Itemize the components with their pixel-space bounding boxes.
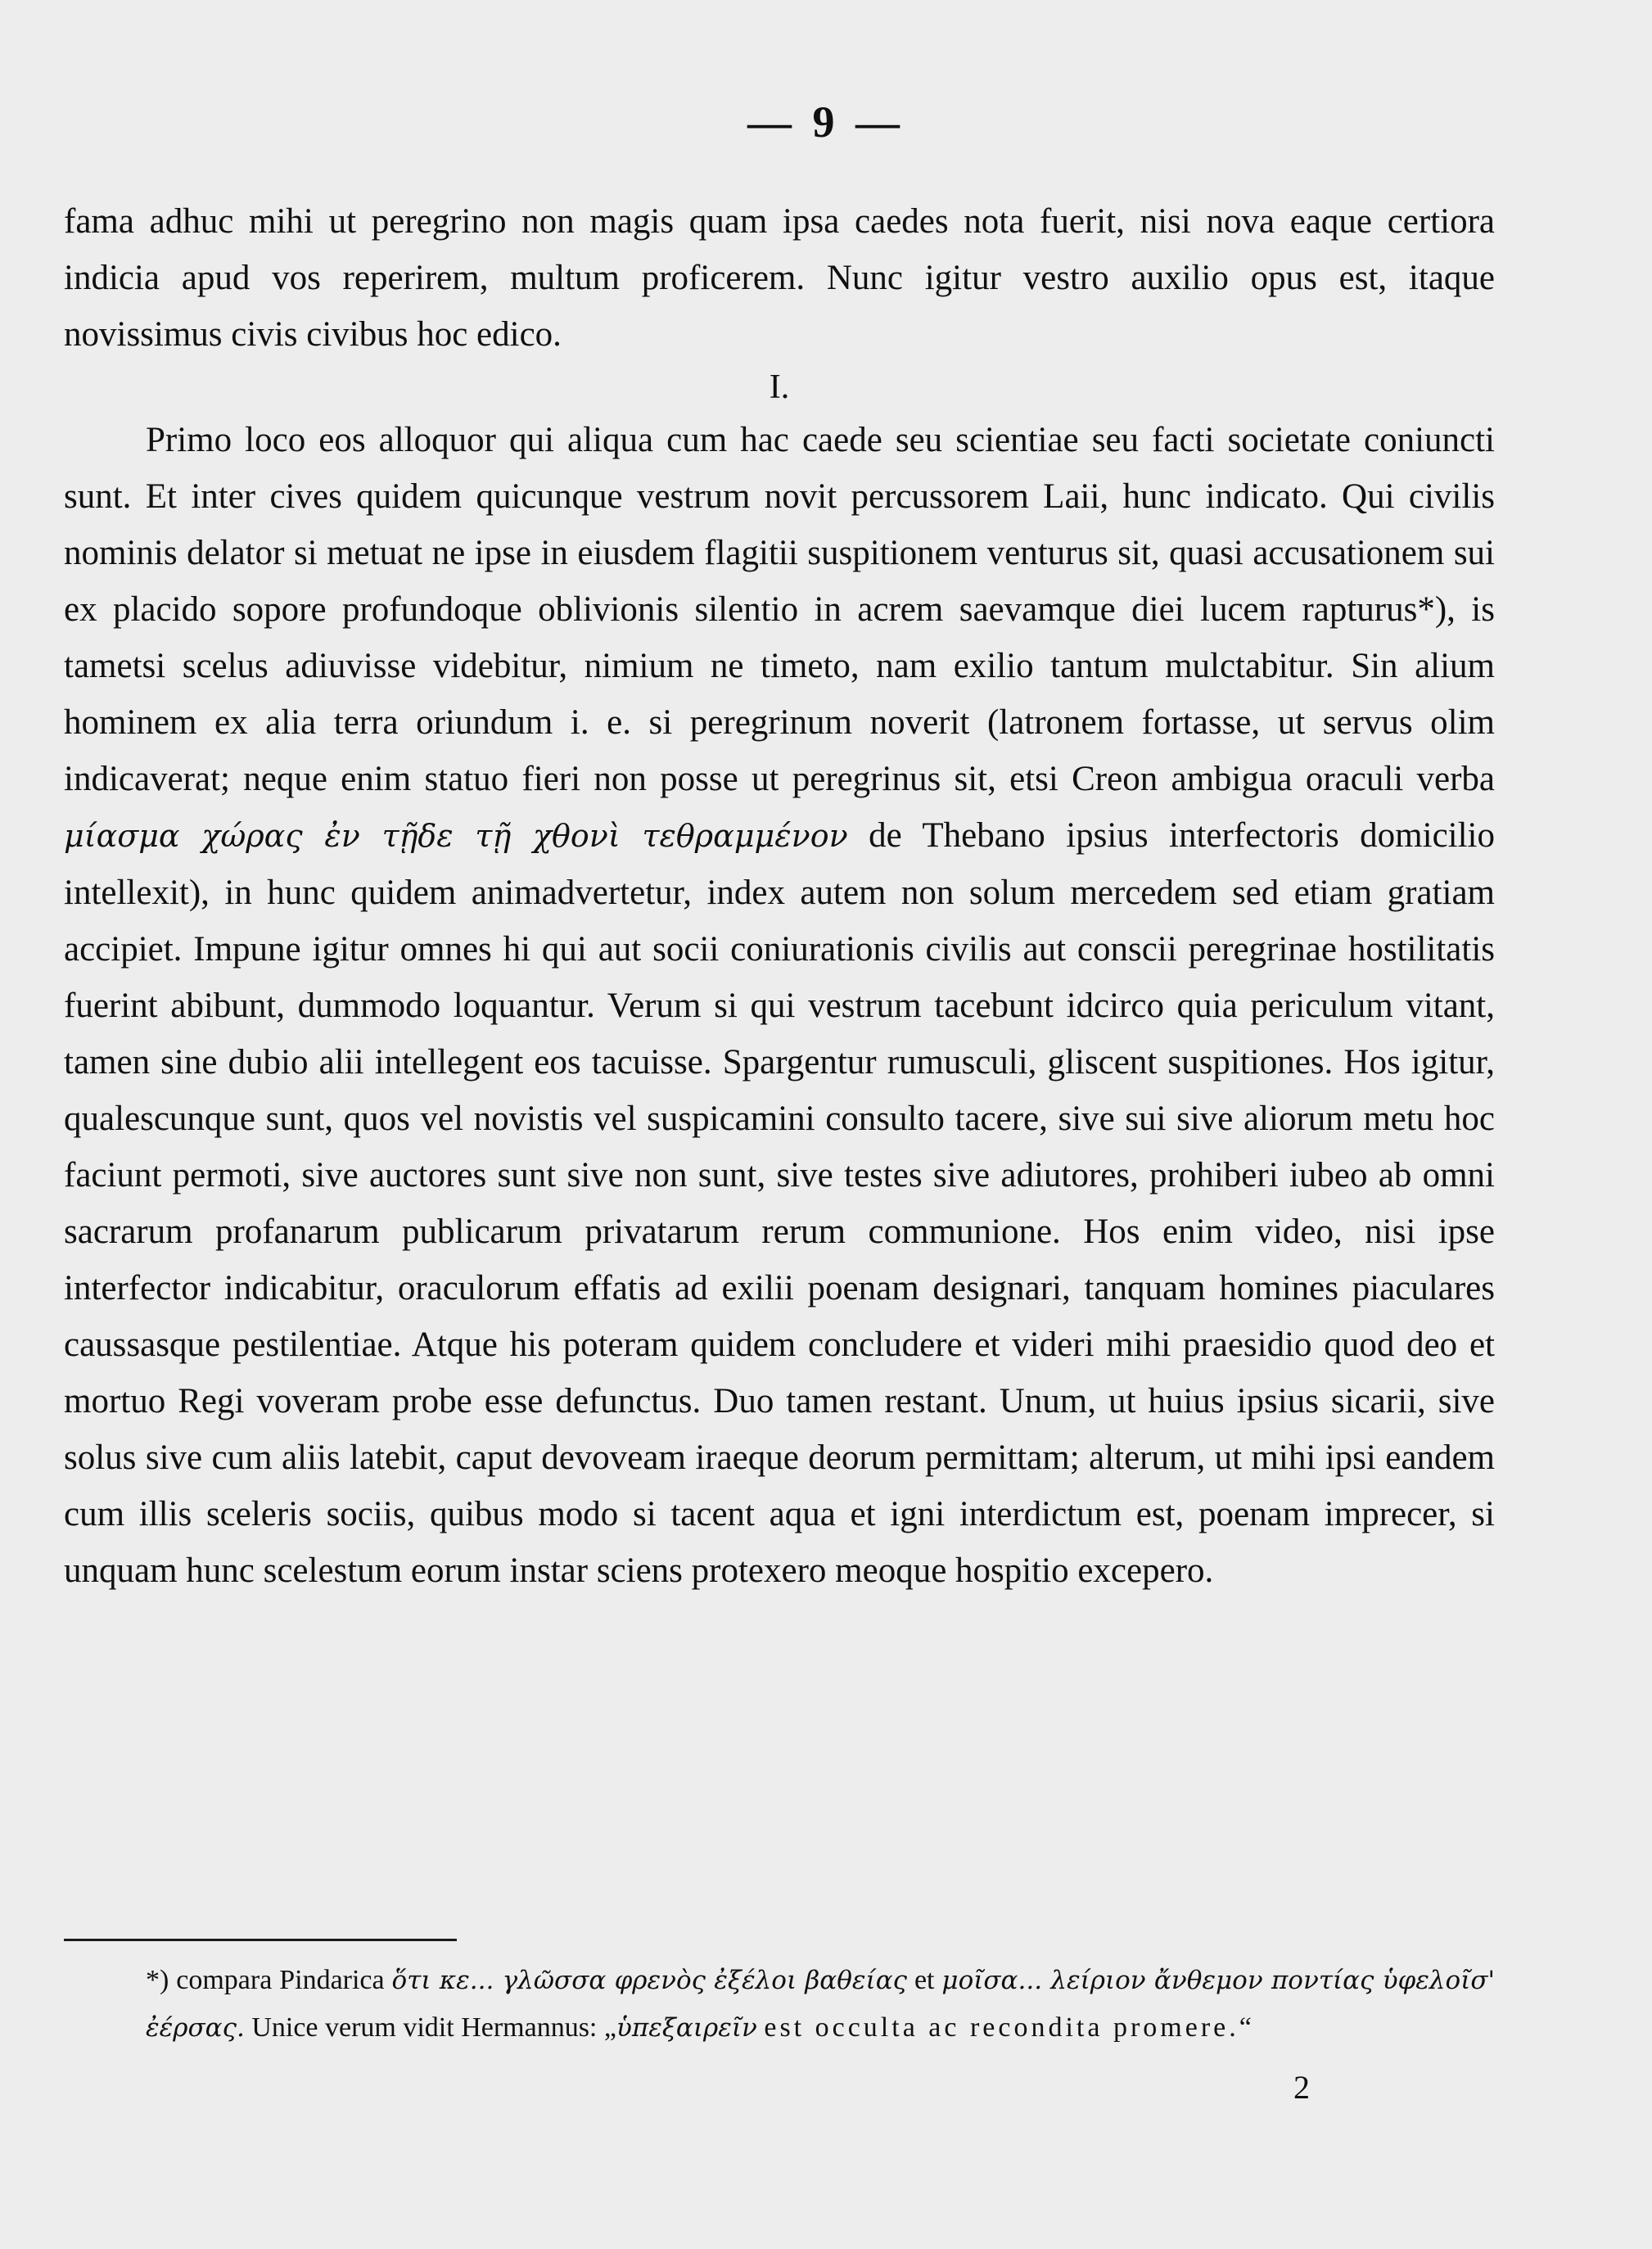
paragraph-main-part-1: Primo loco eos alloquor qui aliqua cum hac caede seu scientiae seu facti societate coniuncti sunt. Et inter cives quidem quicunque vestrum novit percussorem Laii, hunc indicato. Qui civilis nominis delator si metuat ne ipse in eiusdem flagitii suspitionem venturus sit, quasi accusationem sui ex placido sopore profundoque oblivionis silentio in acrem saevamque diei lucem rapturus*), is tametsi scelus adiuvisse videbitur, nimium ne timeto, nam exilio tantum mulctabitur. Sin alium hominem ex alia terra oriundum i. e. si peregrinum noverit (latronem fortasse, ut servus olim indicaverat; neque enim statuo fieri non posse ut peregrinus sit, etsi Creon ambigua oraculi verba	[64, 421, 1495, 798]
main-text	[64, 193, 1495, 1599]
paragraph-main	[64, 412, 1495, 1599]
footnote	[64, 1957, 1495, 2052]
page-number: — 9 —	[747, 97, 905, 147]
section-heading: I.	[769, 368, 790, 406]
signature-mark: 2	[1293, 2069, 1310, 2106]
paragraph-intro: fama adhuc mihi ut peregrino non magis quam ipsa caedes nota fuerit, nisi nova eaque certiora indicia apud vos reperirem, multum proficerem. Nunc igitur vestro auxilio opus est, itaque novissimus civis civibus hoc edico.	[64, 202, 1495, 354]
footnote-greek-1: ὅτι κε... γλῶσσα φρενὸς ἐξέλοι βαθείας	[391, 1966, 907, 1995]
footnote-greek-3: ὑπεξαιρεῖν	[616, 2013, 757, 2043]
paragraph-main-part-2: de Thebano ipsius interfectoris domicilio intellexit), in hunc quidem animadvertetur, index autem non solum mercedem sed etiam gratiam accipiet. Impune igitur omnes hi qui aut socii coniurationis civilis aut conscii peregrinae hostilitatis fuerint abibunt, dummodo loquantur. Verum si qui vestrum tacebunt idcirco quia periculum vitant, tamen sine dubio alii intellegent eos tacuisse. Spargentur rumusculi, gliscent suspitiones. Hos igitur, qualescunque sunt, quos vel novistis vel suspicamini consulto tacere, sive sui sive aliorum metu hoc faciunt permoti, sive auctores sunt sive non sunt, sive testes sive adiutores, prohiberi iubeo ab omni sacrarum profanarum publicarum privatarum rerum communione. Hos enim video, nisi ipse interfector indicabitur, oraculorum effatis ad exilii poenam designari, tanquam homines piaculares caussasque pestilentiae. Atque his poteram quidem concludere et videri mihi praesidio quod deo et mortuo Regi voveram probe esse defunctus. Duo tamen restant. Unum, ut huius ipsius sicarii, sive solus sive cum aliis latebit, caput devoveam iraeque deorum permittam; alterum, ut mihi ipsi eandem cum illis sceleris sociis, quibus modo si tacent aqua et igni interdictum est, poenam imprecer, si unquam hunc scelestum eorum instar sciens protexero meoque hospitio excepero.	[64, 816, 1496, 1590]
footnote-conj: et	[914, 1965, 935, 1995]
footnote-text	[64, 1957, 1495, 2052]
footnote-greek-2: μοῖσα... λείριον ἄνθεμον ποντίας ὑφελοῖσ' ἐέρσας.	[146, 1966, 1496, 2043]
footnote-text-1: Unice verum vidit Hermannus:	[251, 2012, 598, 2043]
footnote-marker: *) compara Pindarica	[146, 1965, 385, 1995]
footnote-divider	[64, 1939, 457, 1941]
footnote-quote-text: est occulta ac recondita promere.“	[764, 2012, 1255, 2043]
greek-oracle-quote: μίασμα χώρας ἐν τῇδε τῇ χθονὶ τεθραμμένον	[64, 818, 848, 854]
footnote-quote-open: „	[603, 2012, 616, 2043]
